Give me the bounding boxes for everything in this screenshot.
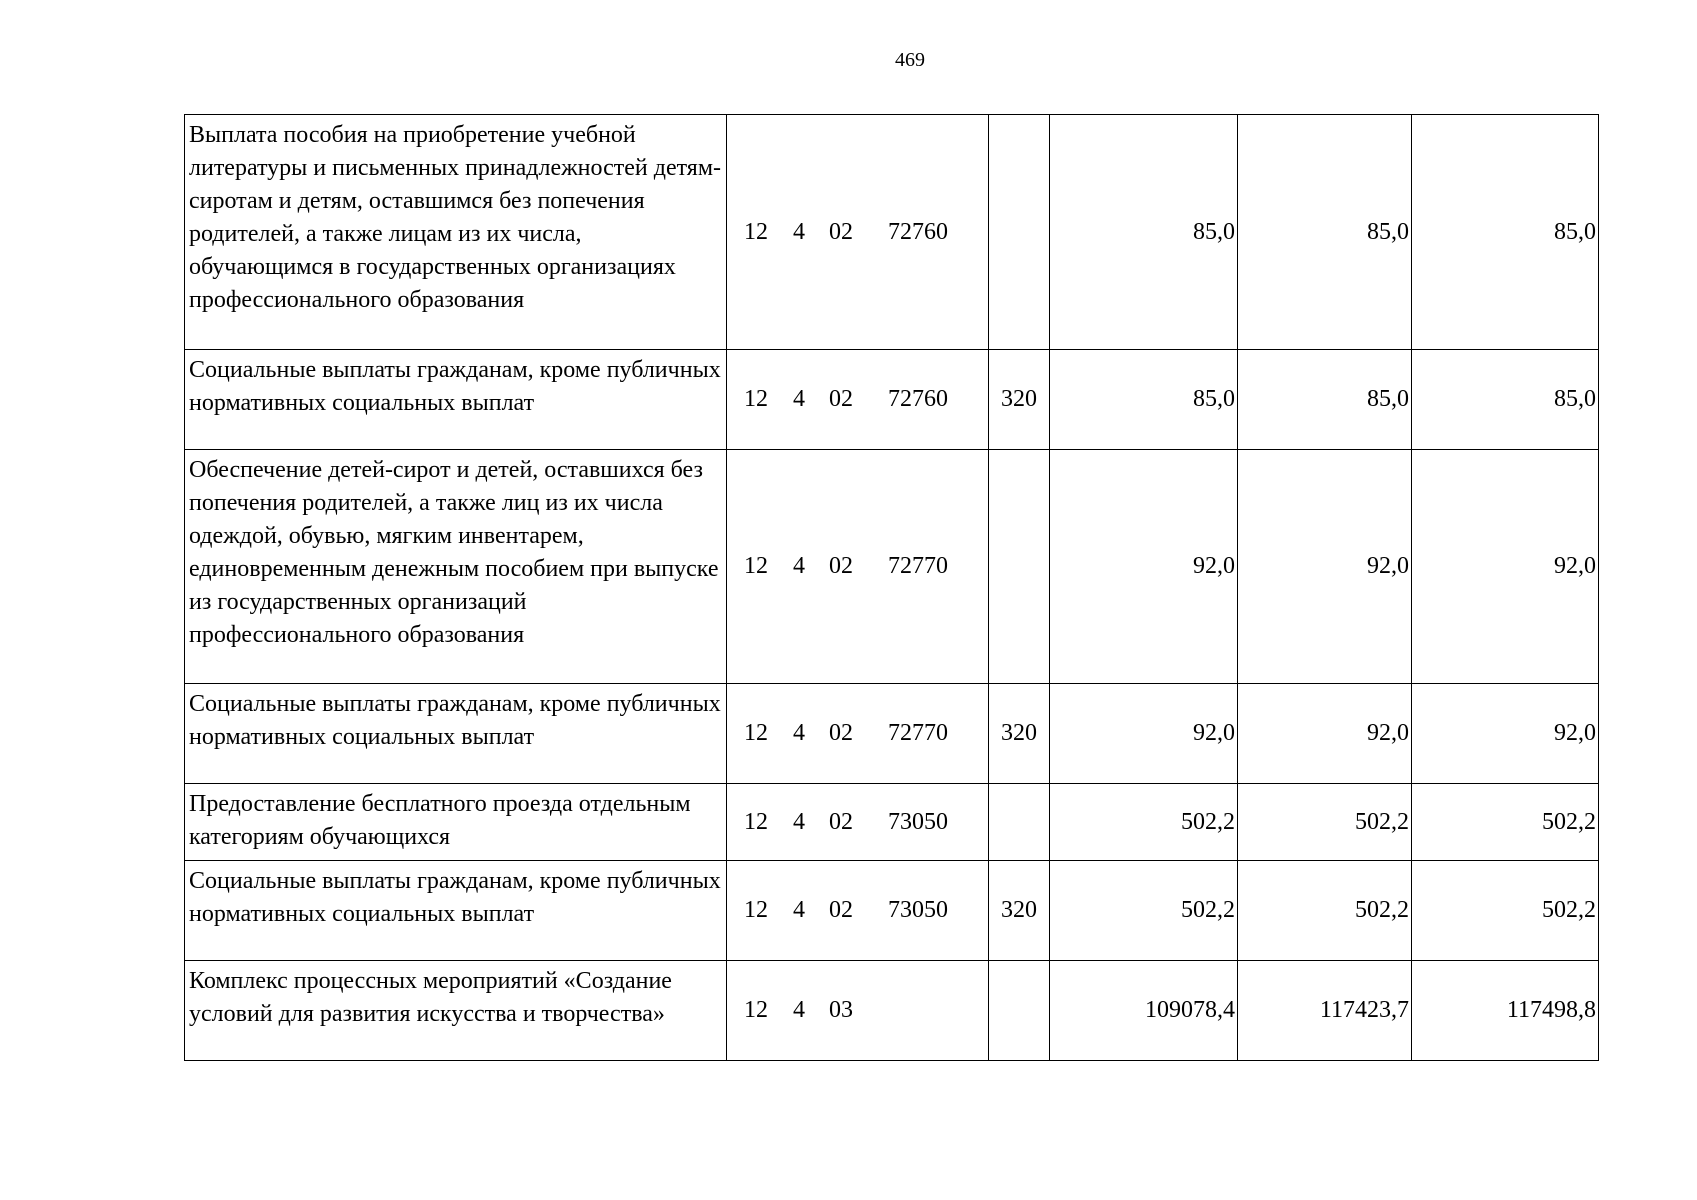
expense-type-code [989,784,1050,861]
row-name: Предоставление бесплатного проезда отдельным категориям обучающихся [185,784,727,861]
amount-year-2: 502,2 [1238,861,1412,961]
expense-type-code: 320 [989,350,1050,450]
activity-code: 02 [829,553,853,579]
subprogram-code: 4 [793,897,805,923]
amount-year-3: 502,2 [1412,861,1599,961]
row-name: Социальные выплаты гражданам, кроме публичных нормативных социальных выплат [185,684,727,784]
table-row [185,684,1599,784]
subprogram-code: 4 [793,218,805,245]
direction-code: 73050 [888,897,948,923]
program-code: 12 [744,808,768,835]
program-code: 12 [744,720,768,746]
amount-year-2: 85,0 [1238,115,1412,350]
activity-code: 02 [829,897,853,923]
program-code: 12 [744,386,768,412]
activity-code: 03 [829,997,853,1023]
amount-year-1: 502,2 [1050,861,1238,961]
amount-year-2: 117423,7 [1238,961,1412,1061]
direction-code: 72760 [888,218,948,245]
subprogram-code: 4 [793,553,805,579]
code-cell [727,450,989,684]
amount-year-1: 85,0 [1050,350,1238,450]
direction-code: 72760 [888,386,948,412]
code-cell [727,115,989,350]
row-name: Обеспечение детей-сирот и детей, оставшихся без попечения родителей, а также лиц из их числа одеждой, обувью, мягким инвентарем, единовременным денежным пособием при выпуске из государственных организаций профессионального образования [185,450,727,684]
amount-year-3: 502,2 [1412,784,1599,861]
direction-code: 72770 [888,553,948,579]
amount-year-1: 85,0 [1050,115,1238,350]
expense-type-code [989,450,1050,684]
amount-year-3: 85,0 [1412,350,1599,450]
expense-type-code [989,961,1050,1061]
expense-type-code [989,115,1050,350]
amount-year-2: 92,0 [1238,684,1412,784]
table-row [185,861,1599,961]
amount-year-3: 92,0 [1412,684,1599,784]
subprogram-code: 4 [793,386,805,412]
subprogram-code: 4 [793,720,805,746]
amount-year-1: 92,0 [1050,450,1238,684]
row-name: Выплата пособия на приобретение учебной литературы и письменных принадлежностей детям-сиротам и детям, оставшимся без попечения родителей, а также лицам из их числа, обучающимся в государственных организациях профессионального образования [185,115,727,350]
subprogram-code: 4 [793,808,805,835]
subprogram-code: 4 [793,997,805,1023]
amount-year-1: 92,0 [1050,684,1238,784]
program-code: 12 [744,897,768,923]
program-code: 12 [744,218,768,245]
page-number: 469 [895,49,925,71]
row-name: Социальные выплаты гражданам, кроме публичных нормативных социальных выплат [185,350,727,450]
row-name: Комплекс процессных мероприятий «Создание условий для развития искусства и творчества» [185,961,727,1061]
table-row [185,115,1599,350]
direction-code: 73050 [888,808,948,835]
program-code: 12 [744,997,768,1023]
amount-year-1: 109078,4 [1050,961,1238,1061]
amount-year-3: 85,0 [1412,115,1599,350]
amount-year-2: 502,2 [1238,784,1412,861]
table-row [185,450,1599,684]
expense-type-code: 320 [989,861,1050,961]
expense-type-code: 320 [989,684,1050,784]
row-name: Социальные выплаты гражданам, кроме публичных нормативных социальных выплат [185,861,727,961]
table-row [185,961,1599,1061]
amount-year-3: 92,0 [1412,450,1599,684]
activity-code: 02 [829,218,853,245]
budget-table [184,114,1599,1061]
amount-year-2: 92,0 [1238,450,1412,684]
amount-year-2: 85,0 [1238,350,1412,450]
program-code: 12 [744,553,768,579]
activity-code: 02 [829,808,853,835]
code-cell [727,961,989,1061]
code-cell [727,861,989,961]
code-cell [727,784,989,861]
code-cell [727,350,989,450]
direction-code: 72770 [888,720,948,746]
table-row [185,350,1599,450]
amount-year-3: 117498,8 [1412,961,1599,1061]
activity-code: 02 [829,386,853,412]
amount-year-1: 502,2 [1050,784,1238,861]
activity-code: 02 [829,720,853,746]
table-row [185,784,1599,861]
code-cell [727,684,989,784]
